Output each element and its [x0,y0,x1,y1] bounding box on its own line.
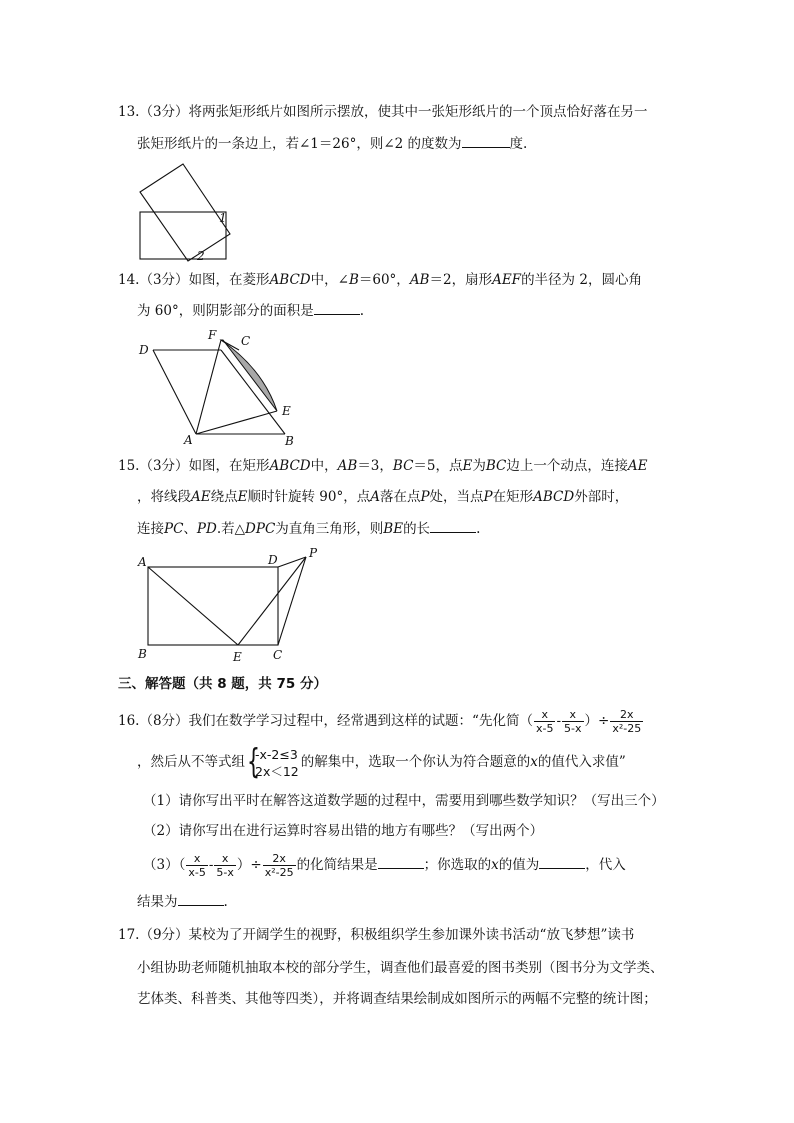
q15-label-D: D [268,553,278,567]
q16-simplified-blank[interactable] [378,856,424,869]
q15-label-B: B [138,647,147,661]
q14-label-D: D [139,343,149,357]
q17-line2: 小组协助老师随机抽取本校的部分学生，调查他们最喜爱的图书类别（图书分为文学类、 [137,960,664,976]
q14-answer-blank[interactable] [314,302,360,315]
brace-icon: { [247,741,260,782]
q14-shaded-region [221,340,277,411]
q16-sub2: （2）请你写出在进行运算时容易出错的地方有哪些？（写出两个） [143,823,544,839]
q16-sub3: （3）（ $\frac{x}{x-5}$ - $\frac{x}{5-x}$ ）÷ $\frac{2x}{\text{x²-25}}$ 的化简结果是 ；你选取的x的值为 ，代入 [143,852,626,879]
q15-label-E: E [233,650,242,664]
q16-fraction-1: $\frac{x}{x-5}$ [535,708,554,735]
q14-figure [135,325,305,450]
q14-label-B: B [285,434,294,448]
q14-label-C: C [241,334,251,348]
q16-s3-fraction-1: $\frac{x}{x-5}$ [188,852,206,879]
q15-answer-blank[interactable] [430,520,476,533]
q16-sub3-line2: 结果为 . [137,894,228,910]
section-heading: 三、解答题（共 8 题，共 75 分） [118,676,327,692]
q15-label-A: A [138,555,147,569]
q13-lower-rectangle [140,212,226,259]
q14-label-E: E [282,404,291,418]
q15-rectangle [148,567,278,645]
q16-s3-fraction-2: $\frac{x}{5-x}$ [216,852,234,879]
q15-figure [135,545,330,670]
q16-fraction-2: $\frac{x}{5-x}$ [564,708,582,735]
q16-line2: ，然后从不等式组 { -x-2≤3 2x＜12 的解集中，选取一个你认为符合题意的x的值代入求值” [137,741,626,782]
q16-sub1: （1）请你写出平时在解答这道数学题的过程中，需要用到哪些数学知识？（写出三个） [143,793,665,809]
q15-line1: 15.（3分）如图，在矩形ABCD中，AB＝3，BC＝5，点E为BC边上一个动点，连接AE [118,458,648,474]
q15-label-P: P [309,546,318,560]
q13-answer-blank[interactable] [462,135,510,148]
q16-x-value-blank[interactable] [539,856,585,869]
q14-line2: 为 60°，则阴影部分的面积是 . [137,303,365,319]
q14-line1: 14.（3分）如图，在菱形ABCD中，∠B＝60°，AB＝2，扇形AEF的半径为 2，圆心角 [118,272,642,288]
q15-line2: ，将线段AE绕点E顺时针旋转 90°，点A落在点P处，当点P在矩形ABCD外部时， [137,489,629,505]
q13-line2: 张矩形纸片的一条边上，若∠1＝26°，则∠2 的度数为 度. [137,136,528,152]
q16-line1: 16.（8分）我们在数学学习过程中，经常遇到这样的试题：“先化简（ $\frac{x}{x-5}$ - $\frac{x}{5-x}$ ）÷ $\frac{2x}{\text{x²-25}}$ [118,708,642,735]
q13-angle-2-label: 2 [197,249,205,263]
q15-line3: 连接PC、PD.若△DPC为直角三角形，则BE的长 . [137,521,481,537]
q16-result-blank[interactable] [178,893,224,906]
q16-fraction-3: $\frac{2x}{\text{x²-25}}$ [612,708,642,735]
q13-angle-1-label: 1 [219,211,227,225]
q15-label-C: C [273,648,283,662]
q14-label-A: A [184,433,193,447]
q14-label-F: F [208,328,217,342]
q13-figure [130,160,240,265]
q16-inequality-system: { -x-2≤3 2x＜12 [247,741,299,782]
q13-line1: 13.（3分）将两张矩形纸片如图所示摆放，使其中一张矩形纸片的一个顶点恰好落在另一 [118,104,648,120]
q16-s3-fraction-3: $\frac{2x}{\text{x²-25}}$ [264,852,294,879]
q17-line1: 17.（9分）某校为了开阔学生的视野，积极组织学生参加课外读书活动“放飞梦想”读书 [118,927,635,943]
q17-line3: 艺体类、科普类、其他等四类），并将调查结果绘制成如图所示的两幅不完整的统计图； [137,991,657,1007]
